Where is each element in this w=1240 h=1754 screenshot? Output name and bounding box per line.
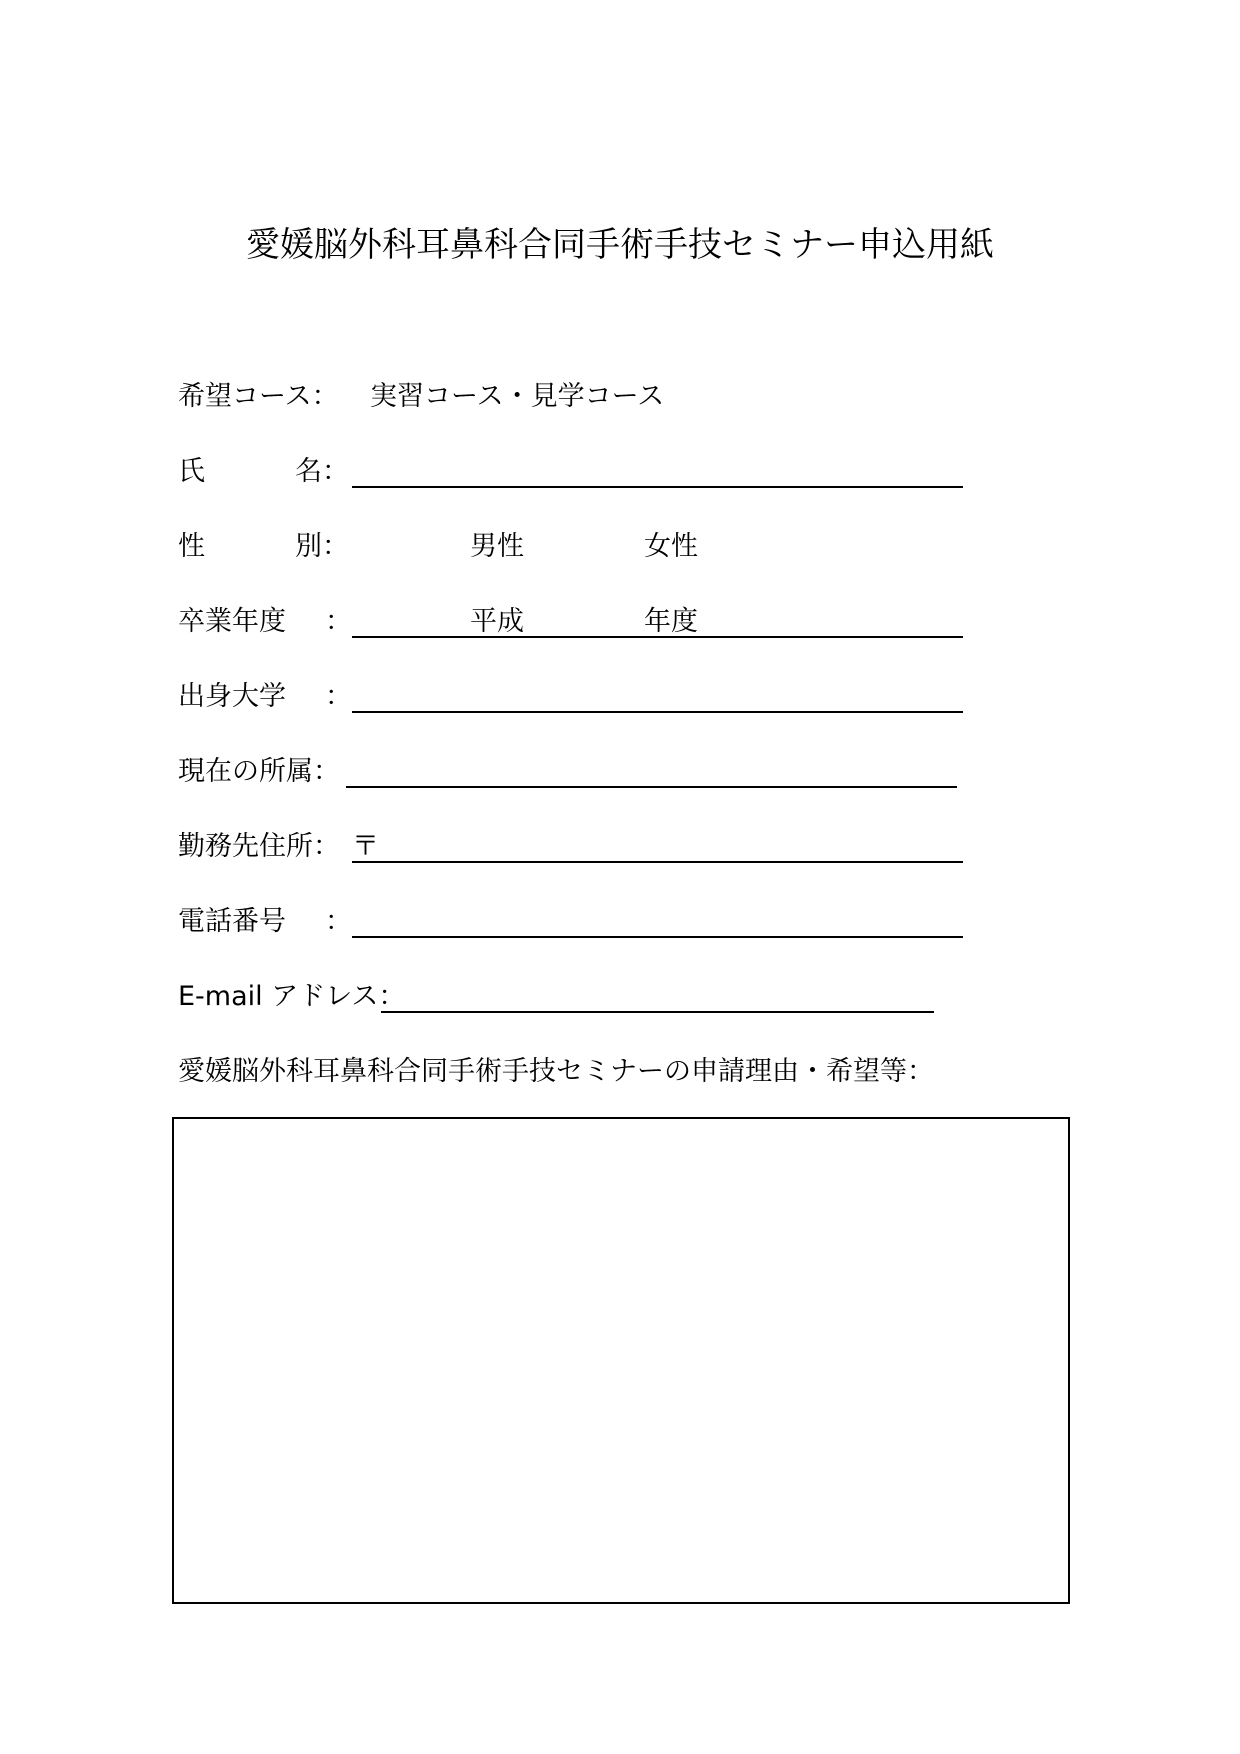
graduation-year-suffix: 年度 bbox=[644, 606, 698, 637]
name-label-second: 名： bbox=[295, 456, 349, 487]
phone-colon: ： bbox=[325, 906, 352, 937]
name-field[interactable] bbox=[352, 486, 963, 488]
reason-label: 愛媛脳外科耳鼻科合同手術手技セミナーの申請理由・希望等： bbox=[178, 1056, 934, 1087]
university-colon: ： bbox=[325, 681, 352, 712]
reason-box bbox=[172, 1117, 1070, 1604]
graduation-label: 卒業年度 bbox=[178, 606, 286, 637]
affiliation-field[interactable] bbox=[346, 786, 957, 788]
gender-label-first: 性 bbox=[178, 531, 205, 562]
phone-field[interactable] bbox=[352, 936, 963, 938]
address-field[interactable] bbox=[352, 861, 963, 863]
affiliation-label: 現在の所属： bbox=[178, 756, 340, 787]
email-label: E-mail アドレス： bbox=[178, 981, 406, 1012]
name-label-first: 氏 bbox=[178, 456, 205, 487]
graduation-year-field[interactable] bbox=[352, 636, 963, 638]
course-options[interactable]: 実習コース・見学コース bbox=[370, 381, 665, 412]
gender-label-second: 別： bbox=[295, 531, 349, 562]
graduation-colon: ： bbox=[325, 606, 352, 637]
graduation-era: 平成 bbox=[470, 606, 524, 637]
form-title: 愛媛脳外科耳鼻科合同手術手技セミナー申込用紙 bbox=[246, 225, 994, 265]
university-field[interactable] bbox=[352, 711, 963, 713]
email-field[interactable] bbox=[381, 1011, 934, 1013]
phone-label: 電話番号 bbox=[178, 906, 286, 937]
postal-mark-icon: 〒 bbox=[352, 831, 379, 862]
university-label: 出身大学 bbox=[178, 681, 286, 712]
reason-input[interactable] bbox=[174, 1119, 1068, 1602]
course-label: 希望コース： bbox=[178, 381, 339, 412]
address-label: 勤務先住所： bbox=[178, 831, 340, 862]
gender-option-male[interactable]: 男性 bbox=[470, 531, 524, 562]
gender-option-female[interactable]: 女性 bbox=[644, 531, 698, 562]
